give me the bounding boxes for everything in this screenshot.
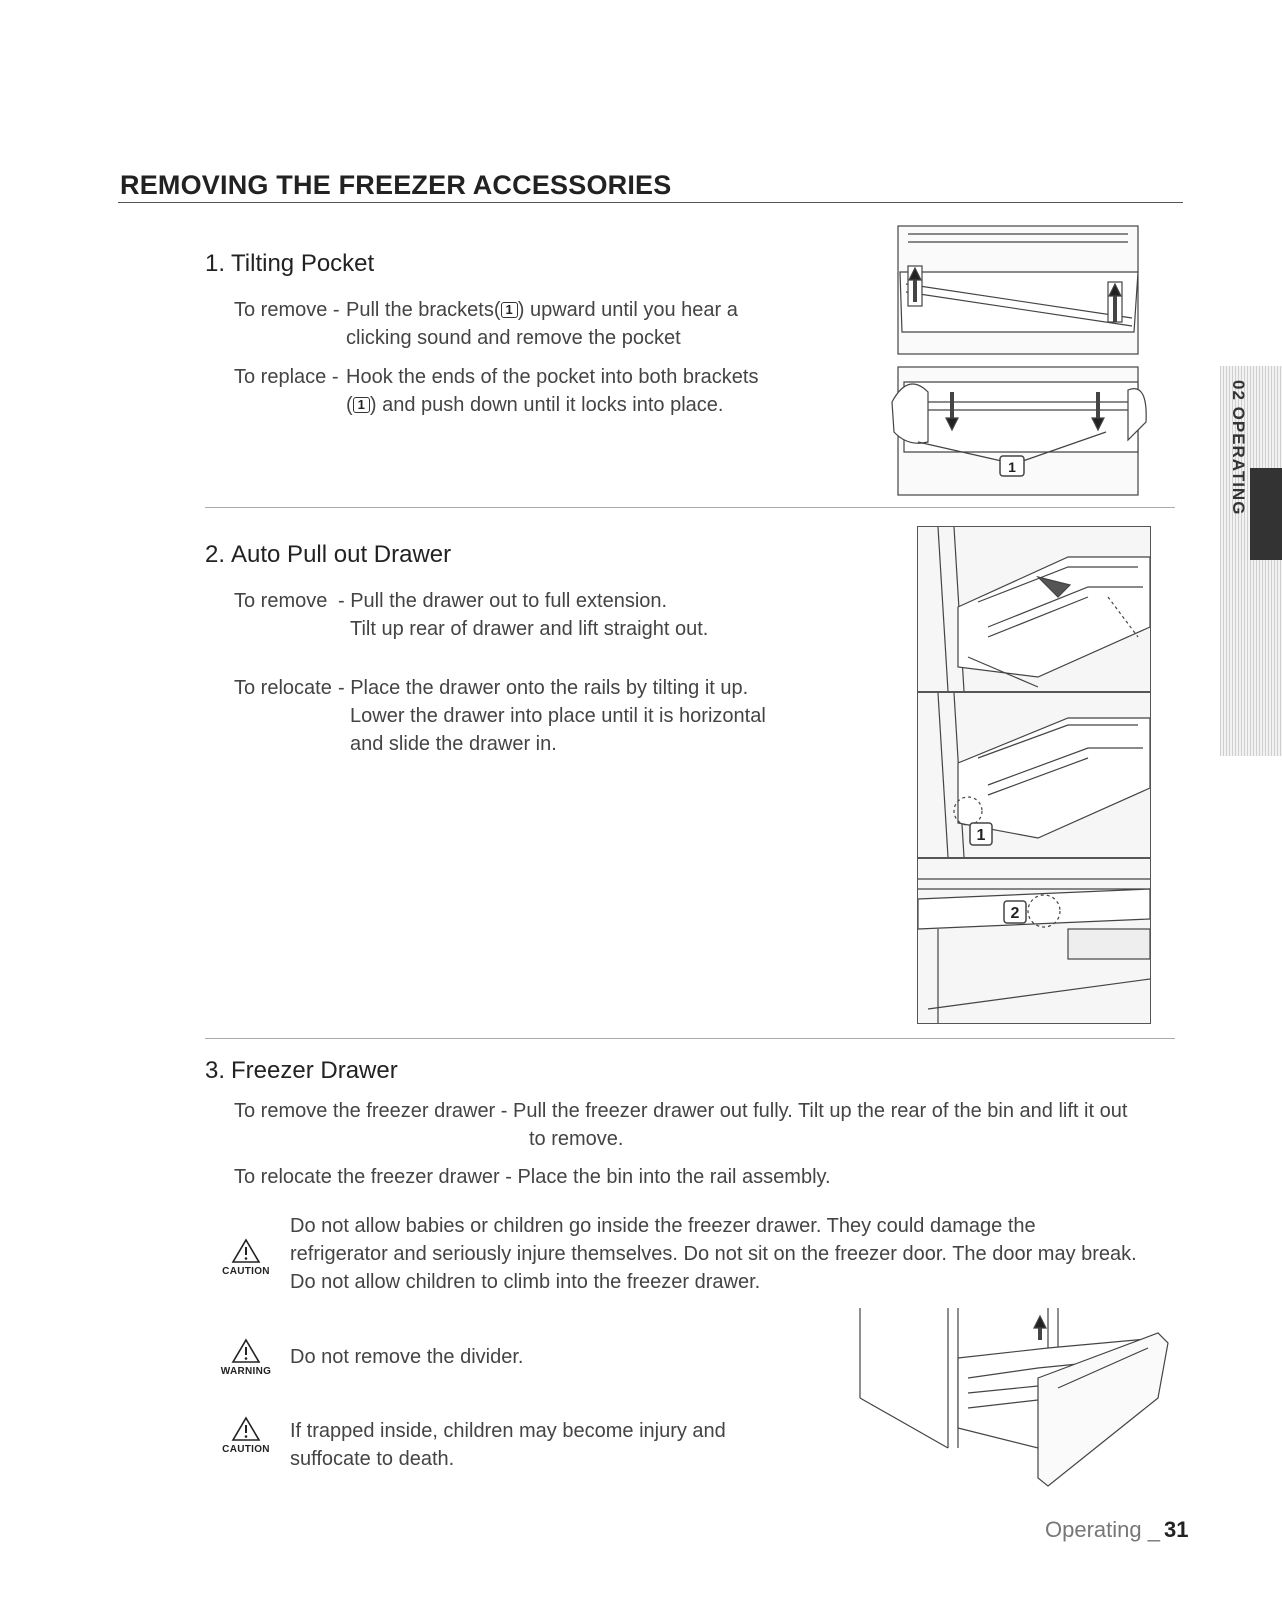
drawer-relocate-illustration <box>917 692 1151 858</box>
illus1-callout: 1 <box>1008 459 1016 475</box>
caution2-line2: suffocate to death. <box>290 1448 455 1470</box>
illus2-callout-2: 2 <box>1010 905 1020 922</box>
warning-icon <box>218 1338 274 1377</box>
s2-relocate-label: To relocate <box>234 677 332 699</box>
side-tab-label: 02 OPERATING <box>1229 380 1248 516</box>
s1-remove-label: To remove - <box>234 299 340 321</box>
title-rule <box>118 202 1183 203</box>
warning-label: WARNING <box>220 1366 272 1377</box>
side-tab-marker <box>1250 468 1282 560</box>
section-3-number: 3. <box>205 1057 226 1084</box>
s1-remove-line1 <box>346 296 738 324</box>
page-number: 31 <box>1163 1517 1189 1542</box>
section-2-title <box>205 541 451 569</box>
tilting-pocket-illustration <box>888 222 1150 500</box>
s1-replace-line2 <box>346 391 723 419</box>
section-3-title <box>205 1057 398 1085</box>
page-title: REMOVING THE FREEZER ACCESSORIES <box>120 170 672 200</box>
section-1-number: 1. <box>205 250 226 277</box>
drawer-remove-illustration <box>917 526 1151 692</box>
section-3-heading: Freezer Drawer <box>231 1057 398 1084</box>
caution-label: CAUTION <box>222 1444 270 1455</box>
bracket-callout: 1 <box>353 397 370 413</box>
caution1-line2: refrigerator and seriously injure themselves. Do not sit on the freezer door. The door may break. <box>290 1243 1137 1265</box>
s2-relocate-line1: - Place the drawer onto the rails by tilting it up. <box>338 677 749 699</box>
s2-remove-line1: - Pull the drawer out to full extension. <box>338 590 668 612</box>
s1-remove-text-b: ) upward until you hear a <box>517 299 738 321</box>
s2-remove-label: To remove <box>234 590 328 612</box>
s1-remove-text-a: Pull the brackets( <box>346 299 501 321</box>
s1-replace-text-a: ( <box>346 394 353 416</box>
caution-icon <box>218 1238 274 1277</box>
illus2-callout-1: 1 <box>976 827 986 844</box>
caution1-line1: Do not allow babies or children go inside the freezer drawer. They could damage the <box>290 1215 1036 1237</box>
section-divider <box>205 1038 1175 1039</box>
s3-remove-line2: to remove. <box>529 1128 624 1150</box>
s1-replace-text-b: ) and push down until it locks into place. <box>369 394 724 416</box>
section-2-heading: Auto Pull out Drawer <box>231 541 452 568</box>
section-1-title <box>205 250 374 278</box>
caution2-line1: If trapped inside, children may become injury and <box>290 1420 726 1442</box>
s1-remove-line2: clicking sound and remove the pocket <box>346 327 681 349</box>
caution-label: CAUTION <box>222 1266 270 1277</box>
section-2-number: 2. <box>205 541 226 568</box>
drawer-rail-illustration <box>917 858 1151 1024</box>
s1-replace-line1: Hook the ends of the pocket into both brackets <box>346 366 759 388</box>
section-divider <box>205 507 1175 508</box>
s2-relocate-line2: Lower the drawer into place until it is horizontal <box>350 705 766 727</box>
s3-remove-line1: To remove the freezer drawer - Pull the freezer drawer out fully. Tilt up the rear of the bin and lift it out <box>234 1100 1128 1122</box>
warning-text: Do not remove the divider. <box>290 1346 524 1368</box>
s2-relocate-line3: and slide the drawer in. <box>350 733 557 755</box>
s1-replace-label: To replace - <box>234 366 339 388</box>
caution-icon <box>218 1416 274 1455</box>
page-footer <box>1045 1517 1188 1543</box>
s2-remove-line2: Tilt up rear of drawer and lift straight out. <box>350 618 709 640</box>
bracket-callout: 1 <box>501 302 518 318</box>
caution1-line3: Do not allow children to climb into the freezer drawer. <box>290 1271 761 1293</box>
freezer-drawer-illustration <box>858 1308 1178 1488</box>
section-1-heading: Tilting Pocket <box>231 250 375 277</box>
s3-relocate-line: To relocate the freezer drawer - Place the bin into the rail assembly. <box>234 1166 831 1188</box>
footer-label: Operating _ <box>1045 1517 1160 1542</box>
